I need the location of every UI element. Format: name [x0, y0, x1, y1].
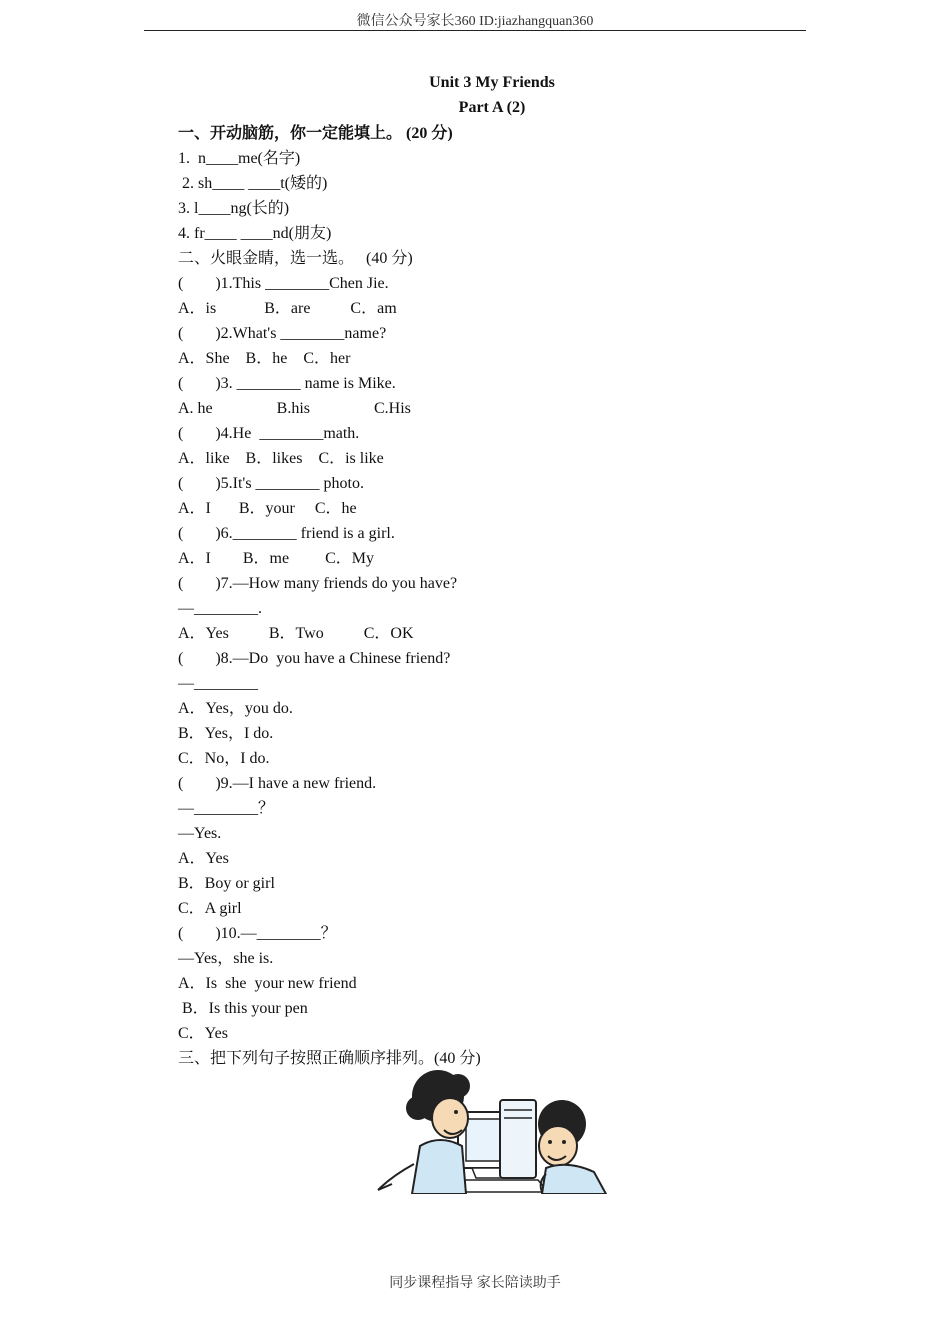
- worksheet-line: ( )9.—I have a new friend.: [178, 775, 377, 792]
- worksheet-line: C．No，I do.: [178, 750, 270, 767]
- worksheet-line: A．Is she your new friend: [178, 975, 357, 992]
- part-title: Part A (2): [458, 99, 526, 116]
- worksheet-line: A．Yes: [178, 850, 229, 867]
- worksheet-line: —________？: [178, 800, 275, 817]
- worksheet-line: A．Yes B．Two C．OK: [178, 625, 414, 642]
- worksheet-line: ( )10.—________？: [178, 925, 337, 942]
- worksheet-line: ( )2.What's ________name?: [178, 325, 387, 342]
- worksheet-line: C．Yes: [178, 1025, 228, 1042]
- header-rule: [144, 30, 806, 31]
- worksheet-line: 三、把下列句子按照正确顺序排列。(40 分): [178, 1050, 481, 1067]
- worksheet-line: 2. sh____ ____t(矮的): [178, 175, 328, 192]
- unit-title: Unit 3 My Friends: [429, 74, 555, 91]
- worksheet-line: A．I B．me C．My: [178, 550, 375, 567]
- worksheet-line: —Yes，she is.: [178, 950, 274, 967]
- worksheet-line: B．Yes，I do.: [178, 725, 274, 742]
- worksheet-line: 一、开动脑筋，你一定能填上。 (20 分): [178, 125, 453, 142]
- worksheet-line: A．like B．likes C．is like: [178, 450, 384, 467]
- page-footer: 同步课程指导 家长陪读助手: [389, 1276, 561, 1291]
- worksheet-line: ( )1.This ________Chen Jie.: [178, 275, 389, 292]
- worksheet-line: A．Yes，you do.: [178, 700, 293, 717]
- page-header: 微信公众号家长360 ID:jiazhangquan360: [356, 14, 594, 29]
- worksheet-line: ( )5.It's ________ photo.: [178, 475, 364, 492]
- worksheet-line: C．A girl: [178, 900, 242, 917]
- worksheet-line: ( )4.He ________math.: [178, 425, 360, 442]
- worksheet-line: B．Boy or girl: [178, 875, 275, 892]
- worksheet-line: ( )7.—How many friends do you have?: [178, 575, 458, 592]
- worksheet-line: —________.: [178, 600, 262, 617]
- worksheet-line: —Yes.: [178, 825, 222, 842]
- worksheet-line: ( )8.—Do you have a Chinese friend?: [178, 650, 451, 667]
- worksheet-line: B．Is this your pen: [178, 1000, 308, 1017]
- worksheet-line: ( )3. ________ name is Mike.: [178, 375, 396, 392]
- children-computer-illustration: [362, 1068, 624, 1194]
- worksheet-line: A．She B．he C．her: [178, 350, 351, 367]
- worksheet-line: ( )6.________ friend is a girl.: [178, 525, 395, 542]
- worksheet-line: —________: [178, 675, 258, 692]
- worksheet-line: 二、火眼金睛，选一选。 (40 分): [178, 250, 413, 267]
- worksheet-line: A．is B．are C．am: [178, 300, 397, 317]
- worksheet-line: A. he B.his C.His: [178, 400, 411, 417]
- worksheet-line: 3. l____ng(长的): [178, 200, 290, 217]
- worksheet-line: 1. n____me(名字): [178, 150, 301, 167]
- worksheet-body: [178, 121, 778, 1071]
- worksheet-line: A．I B．your C．he: [178, 500, 357, 517]
- worksheet-line: 4. fr____ ____nd(朋友): [178, 225, 332, 242]
